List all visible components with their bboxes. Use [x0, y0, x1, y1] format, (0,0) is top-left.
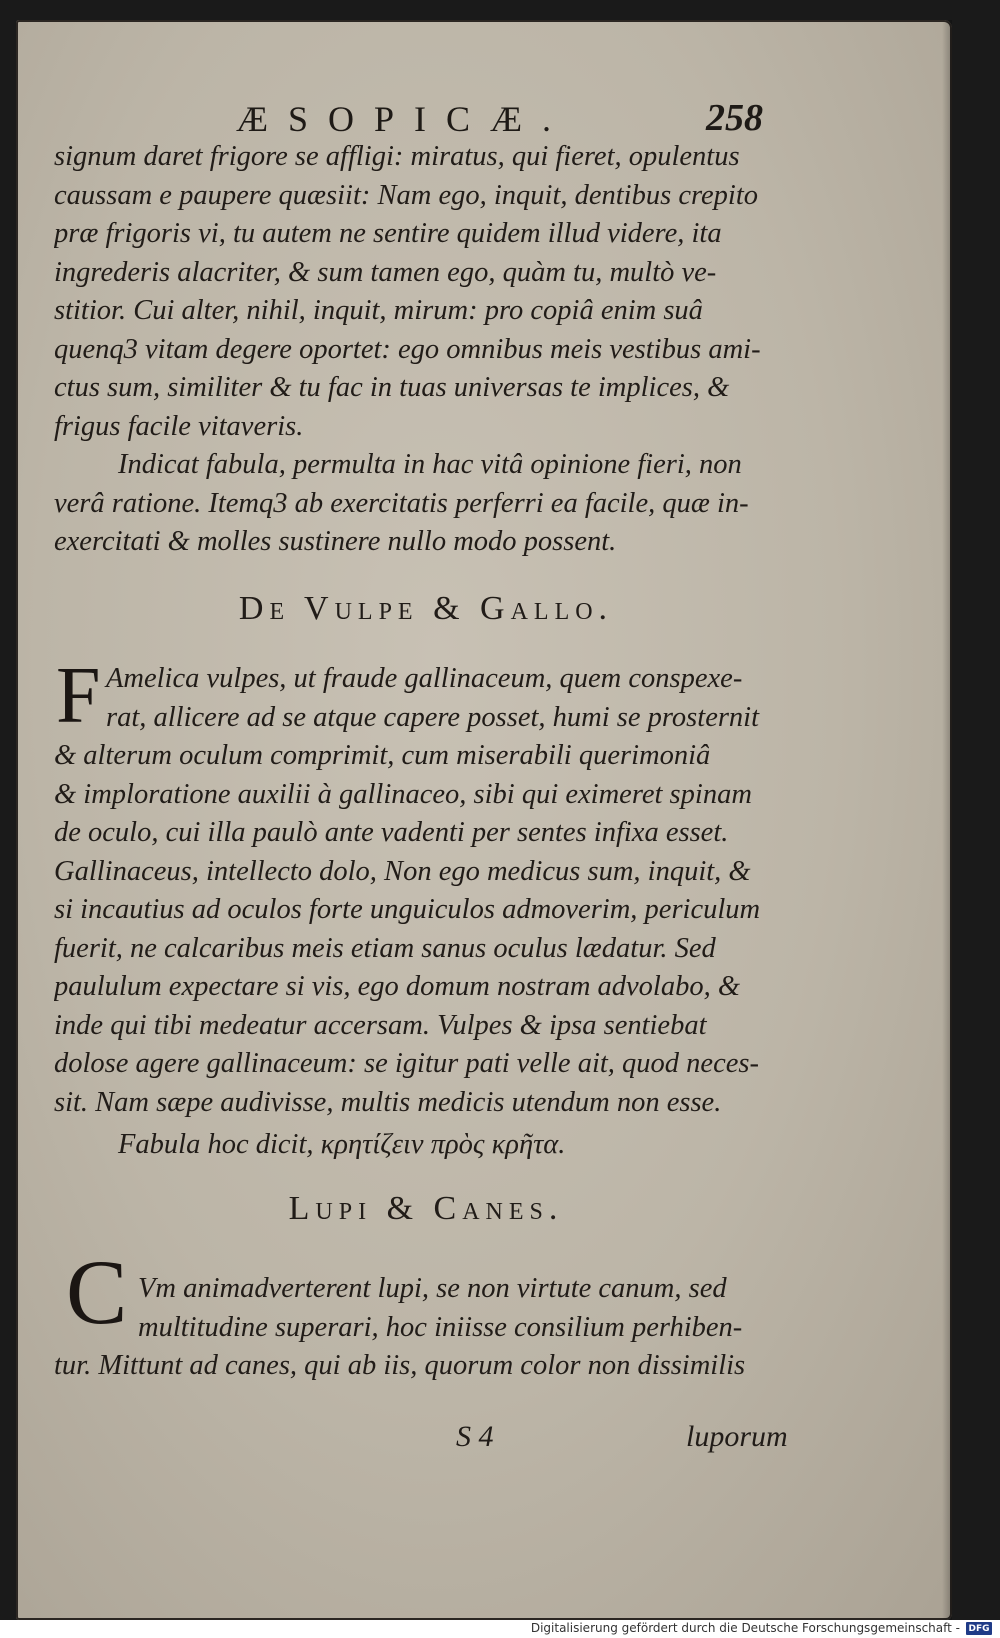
text-line: sit. Nam sæpe audivisse, multis medicis utendum non esse. — [54, 1086, 722, 1118]
moral-line: exercitati & molles sustinere nullo modo possent. — [54, 526, 617, 557]
text-line: signum daret frigore se affligi: miratus, qui fieret, opulentus — [54, 141, 740, 172]
running-title: ÆSOPICÆ. — [236, 99, 572, 139]
moral-line: verâ ratione. Itemq3 ab exercitatis perferri ea facile, quæ in- — [54, 487, 749, 519]
text-line: caussam e paupere quæsiit: Nam ego, inquit, dentibus crepito — [54, 179, 758, 211]
footer-bar — [0, 1620, 1000, 1638]
text-line: dolose agere gallinaceum: se igitur pati velle ait, quod neces- — [54, 1048, 759, 1079]
drop-cap-c: C — [66, 1241, 128, 1343]
text-line: Gallinaceus, intellecto dolo, Non ego medicus sum, inquit, & — [54, 855, 751, 887]
text-line: quenq3 vitam degere oportet: ego omnibus meis vestibus ami- — [54, 333, 761, 365]
footer-credit: Digitalisierung gefördert durch die Deutsche Forschungsgemeinschaft - — [530, 1621, 960, 1635]
text-line: tur. Mittunt ad canes, qui ab iis, quorum color non dissimilis — [54, 1350, 746, 1381]
fable-continuation — [54, 138, 774, 562]
text-line: præ frigoris vi, tu autem ne sentire quidem illud videre, ita — [54, 218, 722, 249]
signature-mark: S 4 — [456, 1420, 494, 1453]
catch-line — [16, 1420, 816, 1460]
text-line: ingrederis alacriter, & sum tamen ego, quàm tu, multò ve- — [54, 256, 717, 288]
fable-title-lupi: Lupi & Canes. — [288, 1190, 564, 1227]
moral-line: Indicat fabula, permulta in hac vitâ opinione fieri, non — [118, 449, 742, 480]
text-line: rat, allicere ad se atque capere posset, humi se prosternit — [106, 701, 760, 733]
text-line: multitudine superari, hoc iniisse consilium perhiben- — [138, 1311, 743, 1343]
drop-cap-f: F — [56, 652, 101, 740]
fable-title-vulpe: De Vulpe & Gallo. — [238, 590, 614, 627]
page-edge-shadow — [942, 20, 952, 1620]
text-line: ctus sum, similiter & tu fac in tuas universas te implices, & — [54, 372, 730, 403]
dfg-logo-icon[interactable]: DFG — [966, 1622, 992, 1635]
text-line: frigus facile vitaveris. — [54, 410, 304, 442]
text-line: si incautius ad oculos forte unguiculos admoverim, periculum — [54, 894, 761, 925]
text-line: inde qui tibi medeatur accersam. Vulpes & ipsa sentiebat — [54, 1009, 707, 1041]
text-line: Amelica vulpes, ut fraude gallinaceum, quem conspexe- — [106, 663, 743, 694]
fable-lupi-body — [54, 1270, 774, 1386]
moral-line: Fabula hoc dicit, κρητίζειν πρὸς κρῆτα. — [118, 1129, 566, 1160]
fable-vulpe-body — [54, 660, 774, 1165]
text-line: & alterum oculum comprimit, cum miserabili querimoniâ — [54, 740, 711, 771]
text-line: paululum expectare si vis, ego domum nostram advolabo, & — [54, 971, 741, 1002]
page-number: 258 — [706, 97, 763, 139]
text-line: & imploratione auxilii à gallinaceo, sibi qui eximeret spinam — [54, 778, 752, 810]
catchword: luporum — [686, 1420, 788, 1453]
text-line: stitior. Cui alter, nihil, inquit, mirum: pro copiâ enim suâ — [54, 295, 703, 326]
text-line: fuerit, ne calcaribus meis etiam sanus oculus lædatur. Sed — [54, 932, 716, 964]
book-page — [16, 20, 952, 1620]
text-line: Vm animadverterent lupi, se non virtute canum, sed — [138, 1273, 727, 1304]
text-line: de oculo, cui illa paulò ante vadenti per sentes infixa esset. — [54, 817, 729, 848]
